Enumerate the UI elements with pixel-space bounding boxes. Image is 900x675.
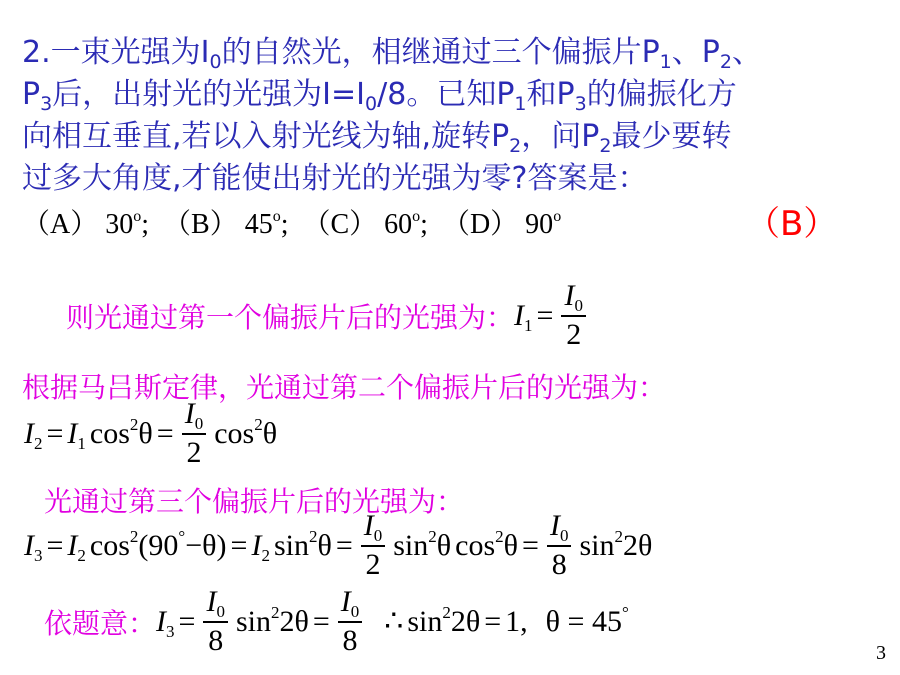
option-sep: ; [141,209,150,240]
sym: $I_1$ [67,416,86,453]
q-sub: 1 [659,51,672,73]
step-1-text: 则光通过第一个偏振片后的光强为： [66,300,515,334]
sym: $\cos^2\theta$ [89,414,153,450]
q-text: 2.一束光强为I [22,35,210,70]
sym: = [156,416,174,450]
fraction: $\frac{I_0}{8}$ [547,508,572,583]
sym: = [536,298,554,332]
fraction: $\frac{I_0}{8}$ [203,584,228,659]
question-line-3 [22,118,731,156]
sym: = [178,604,196,638]
page-number: 3 [876,642,886,664]
sym: = [484,604,502,638]
sym: $\sin^2\theta$ [273,526,332,562]
correct-answer: （B） [746,204,838,244]
q-text: 的自然光，相继通过三个偏振片P [221,35,660,70]
sym: $\cos^2\theta$ [214,414,278,450]
degree-mark: o [133,208,142,225]
sym: $I_1$ [514,298,533,335]
step-1 [66,278,590,353]
sym: $\cos^2(90^\circ-\theta)$ [89,526,227,562]
result: θ = 45° [545,602,629,638]
option-d: （D） 90 [441,209,554,240]
sym: $I_2$ [67,528,86,565]
sym: $I_3$ [156,604,175,641]
degree-mark: o [412,208,421,225]
q-sub: 2 [719,51,732,73]
sym: = [335,528,353,562]
q-sub: 3 [40,93,53,115]
q-sub: 1 [514,93,527,115]
option-b: （B） 45 [163,209,273,240]
degree-mark: o [272,208,281,225]
sym: = [46,528,64,562]
sym: $I_3$ [24,528,43,565]
q-sub: 3 [574,93,587,115]
sym: = [312,604,330,638]
sym: = [46,416,64,450]
q-text: 过多大角度,才能使出射光的光强为零?答案是： [22,161,648,196]
sym: $\sin^22\theta$ [579,526,653,562]
fraction: $\frac{I_0}{2}$ [561,278,586,353]
question-line-2 [22,76,737,114]
q-sub: 2 [599,135,612,157]
option-a: （A） 30 [22,209,134,240]
sym: $\sin^2\theta$ [393,526,452,562]
q-sub: 2 [509,135,522,157]
step-3-text: 光通过第三个偏振片后的光强为： [44,485,465,518]
option-c: （C） 60 [302,209,413,240]
step-2-text: 根据马吕斯定律，光通过第二个偏振片后的光强为： [22,371,667,404]
sym: = [230,528,248,562]
question-line-4 [22,160,647,198]
answer-options [22,202,561,242]
step-4-text: 依题意： [44,606,157,640]
option-sep: ; [280,209,289,240]
q-text: 最少要转 [611,119,732,154]
sym: 1, [505,604,528,638]
q-text: P [22,77,41,112]
fraction: $\frac{I_0}{2}$ [182,396,207,471]
q-text: ，问P [521,119,600,154]
fraction: $\frac{I_0}{8}$ [338,584,363,659]
q-text: 后，出射光的光强为I=I [52,77,366,112]
q-sub: 0 [365,93,378,115]
option-sep: ; [420,209,428,240]
step-1-formula [514,278,590,353]
degree-mark: o [553,208,562,225]
q-text: 的偏振化方 [586,77,737,112]
step-4-formula [156,584,629,659]
q-sub: 0 [209,51,222,73]
sym: $I_2$ [251,528,270,565]
q-text: 向相互垂直,若以入射光线为轴,旋转P [22,119,510,154]
sym: $I_2$ [24,416,43,453]
step-4 [44,584,629,659]
sym: = [522,528,539,562]
q-text: /8。已知P [377,77,515,112]
sym: $\sin^22\theta$ [235,602,309,638]
step-2-formula [24,396,277,471]
therefore-sign: ∴ [384,605,404,638]
q-text: 、 [731,35,762,70]
fraction: $\frac{I_0}{2}$ [361,508,386,583]
question-line-1 [22,34,762,72]
step-3-formula [24,508,652,583]
sym: $\sin^22\theta$ [407,602,481,638]
q-text: 、P [671,35,720,70]
sym: $\cos^2\theta$ [455,526,519,562]
q-text: 和P [526,77,575,112]
